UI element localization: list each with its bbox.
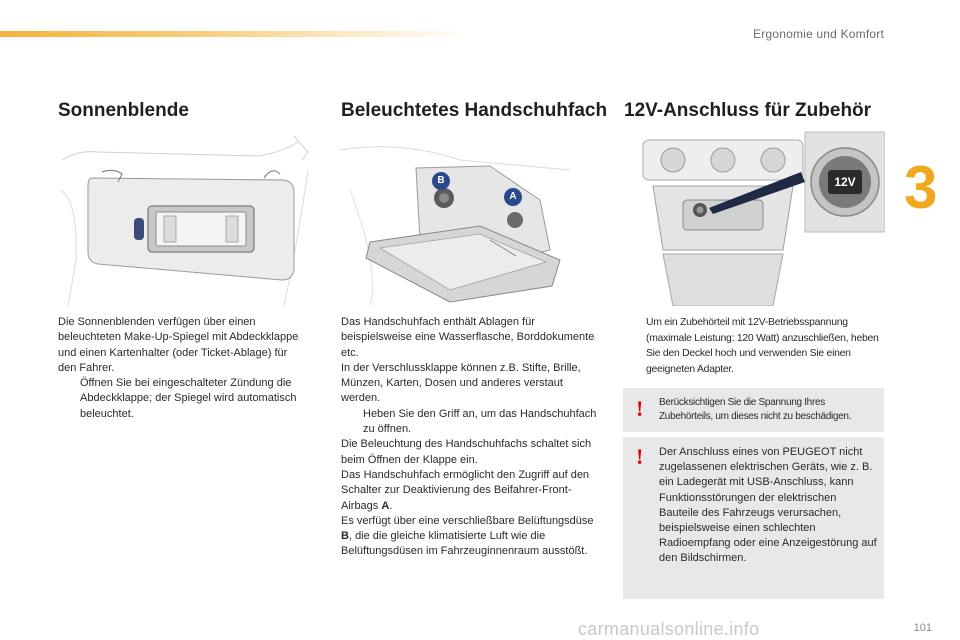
glovebox-p4 <box>341 468 603 514</box>
glovebox-bullet-text: Heben Sie den Griff an, um das Handschuhfach zu öffnen. <box>363 407 597 436</box>
sunvisor-illustration <box>58 130 320 306</box>
warning-box-voltage <box>623 388 884 432</box>
glovebox-p1: Das Handschuhfach enthält Ablagen für beispielsweise eine Wasserflasche, Borddokumente etc. <box>341 316 595 359</box>
glovebox-p4-end: . <box>389 499 393 512</box>
glovebox-p5-text: Es verfügt über eine verschließbare Belüftungsdüse <box>341 514 594 527</box>
glovebox-label-b: B <box>432 172 450 190</box>
glovebox-p5 <box>341 514 603 560</box>
glovebox-text <box>341 315 603 560</box>
glovebox-illustration <box>340 130 602 306</box>
section-title: Ergonomie und Komfort <box>753 27 884 41</box>
glovebox-title: Beleuchtetes Handschuhfach <box>341 100 608 121</box>
socket-bullet-text: Um ein Zubehörteil mit 12V-Betriebsspannung (maximale Leistung: 120 Watt) anzuschließen, heben Sie den Deckel hoch und verwenden Sie einen geeigneten Adapter. <box>646 317 879 375</box>
page-number: 101 <box>913 622 932 634</box>
sunvisor-drawing <box>58 130 320 306</box>
socket-12v-label: 12V <box>828 170 862 194</box>
glovebox-p4-text: Das Handschuhfach ermöglicht den Zugriff auf den Schalter zur Deaktivierung des Beifahrer-Front-Airbags <box>341 468 590 512</box>
sunvisor-bullet <box>58 376 308 422</box>
glovebox-p4-ref: A <box>381 499 390 512</box>
warning-icon: ! <box>636 444 644 469</box>
glovebox-p3: Die Beleuchtung des Handschuhfachs schaltet sich beim Öffnen der Klappe ein. <box>341 438 592 466</box>
glovebox-label-a: A <box>504 188 522 206</box>
sunvisor-text <box>58 315 308 422</box>
glovebox-bullet <box>341 407 603 438</box>
sunvisor-title: Sonnenblende <box>58 100 189 121</box>
glovebox-p5-end: , die die gleiche klimatisierte Luft wie die Belüftungsdüsen im Fahrzeuginnenraum ausstößt. <box>341 530 588 558</box>
warning-icon: ! <box>636 396 644 421</box>
chapter-number: 3 <box>904 154 938 221</box>
socket-drawing <box>623 130 885 306</box>
glovebox-p5-ref: B <box>341 530 349 543</box>
sunvisor-intro: Die Sonnenblenden verfügen über einen beleuchteten Make-Up-Spiegel mit Abdeckklappe und einen Kartenhalter (oder Ticket-Ablage) für den Fahrer. <box>58 316 299 374</box>
socket-title: 12V-Anschluss für Zubehör <box>624 100 872 121</box>
warning-peugeot-text: Der Anschluss eines von PEUGEOT nicht zugelassenen elektrischen Geräts, wie z. B. ein Ladegerät mit USB-Anschluss, kann Funktionsstörungen der elektrischen Bauteile des Fahrzeugs verursachen, beispielsweise einen schlechten Radioempfang oder eine Anzeigestörung auf den Bildschirmen. <box>659 446 877 565</box>
socket-bullet <box>624 315 886 377</box>
header-accent-bar <box>0 31 470 37</box>
glovebox-drawing <box>340 130 602 306</box>
socket-text <box>624 315 886 377</box>
warning-voltage-text: Berücksichtigen Sie die Spannung Ihres Zubehörteils, um dieses nicht zu beschädigen. <box>659 397 852 422</box>
sunvisor-bullet-text: Öffnen Sie bei eingeschalteter Zündung die Abdeckklappe; der Spiegel wird automatisch beleuchtet. <box>80 377 297 420</box>
socket-illustration <box>623 130 885 306</box>
glovebox-p2: In der Verschlussklappe können z.B. Stifte, Brille, Münzen, Karten, Dosen und anderes verstaut werden. <box>341 361 581 405</box>
watermark: carmanualsonline.info <box>578 619 760 639</box>
warning-box-peugeot <box>623 437 884 599</box>
